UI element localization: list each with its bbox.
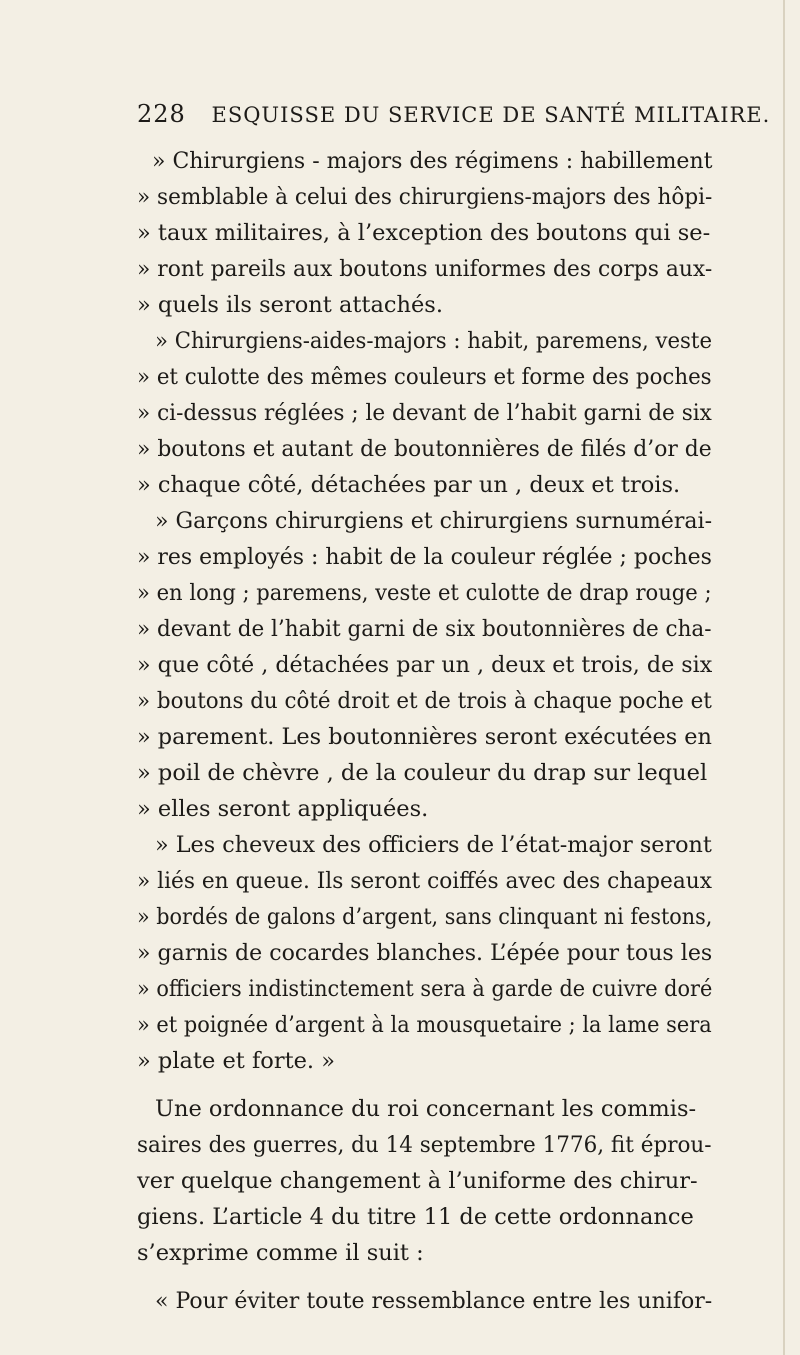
- text-line: » en long ; paremens, veste et culotte de drap rouge ;: [137, 580, 712, 606]
- text-line: » garnis de cocardes blanches. L’épée pour tous les: [137, 940, 713, 966]
- text-line: Une ordonnance du roi concernant les commis-: [155, 1096, 697, 1122]
- text-line: » ci-dessus réglées ; le devant de l’habit garni de six: [137, 400, 712, 426]
- text-line: » poil de chèvre , de la couleur du drap sur lequel: [137, 760, 708, 786]
- text-line: » elles seront appliquées.: [137, 796, 429, 822]
- text-line: » Chirurgiens-aides-majors : habit, paremens, veste: [155, 328, 713, 354]
- text-line: « Pour éviter toute ressemblance entre les unifor-: [155, 1288, 713, 1314]
- text-line: » que côté , détachées par un , deux et trois, de six: [137, 652, 713, 678]
- text-line: » liés en queue. Ils seront coiffés avec des chapeaux: [137, 868, 712, 894]
- text-line: » bordés de galons d’argent, sans clinquant ni festons,: [137, 904, 713, 930]
- text-line: » Garçons chirurgiens et chirurgiens surnuméraі-: [155, 508, 713, 534]
- text-line: » et poignée d’argent à la mousquetaire ; la lame sera: [137, 1012, 712, 1038]
- text-line: » ront pareils aux boutons uniformes des corps aux-: [137, 256, 713, 282]
- text-line: » semblable à celui des chirurgiens-majors des hôpi-: [137, 184, 713, 210]
- text-line: » Chirurgiens - majors des régimens : habillement: [152, 148, 713, 174]
- text-line: s’exprime comme il suit :: [137, 1240, 424, 1266]
- text-line: » chaque côté, détachées par un , deux et trois.: [137, 472, 681, 498]
- text-line: » quels ils seront attachés.: [137, 292, 443, 318]
- page-edge: [783, 0, 785, 1355]
- page-header: [137, 100, 771, 128]
- text-line: » parement. Les boutonnières seront exécutées en: [137, 724, 712, 750]
- text-line: » devant de l’habit garni de six boutonnières de cha-: [137, 616, 712, 642]
- text-line: » boutons et autant de boutonnières de filés d’or de: [137, 436, 712, 462]
- running-title: ESQUISSE DU SERVICE DE SANTÉ MILITAIRE.: [211, 103, 771, 127]
- page-number: 228: [137, 100, 186, 128]
- text-line: saires des guerres, du 14 septembre 1776, fit éprou-: [137, 1132, 712, 1158]
- text-line: » officiers indistinctement sera à garde de cuivre doré: [137, 976, 713, 1002]
- text-line: » taux militaires, à l’exception des boutons qui se-: [137, 220, 711, 246]
- text-line: » Les cheveux des officiers de l’état-major seront: [155, 832, 712, 858]
- text-line: » res employés : habit de la couleur réglée ; poches: [137, 544, 712, 570]
- text-line: » plate et forte. »: [137, 1048, 336, 1074]
- text-line: ver quelque changement à l’uniforme des chirur-: [137, 1168, 698, 1194]
- text-line: » boutons du côté droit et de trois à chaque poche et: [137, 688, 712, 714]
- text-line: » et culotte des mêmes couleurs et forme des poches: [137, 364, 712, 390]
- text-line: giens. L’article 4 du titre 11 de cette ordonnance: [137, 1204, 694, 1230]
